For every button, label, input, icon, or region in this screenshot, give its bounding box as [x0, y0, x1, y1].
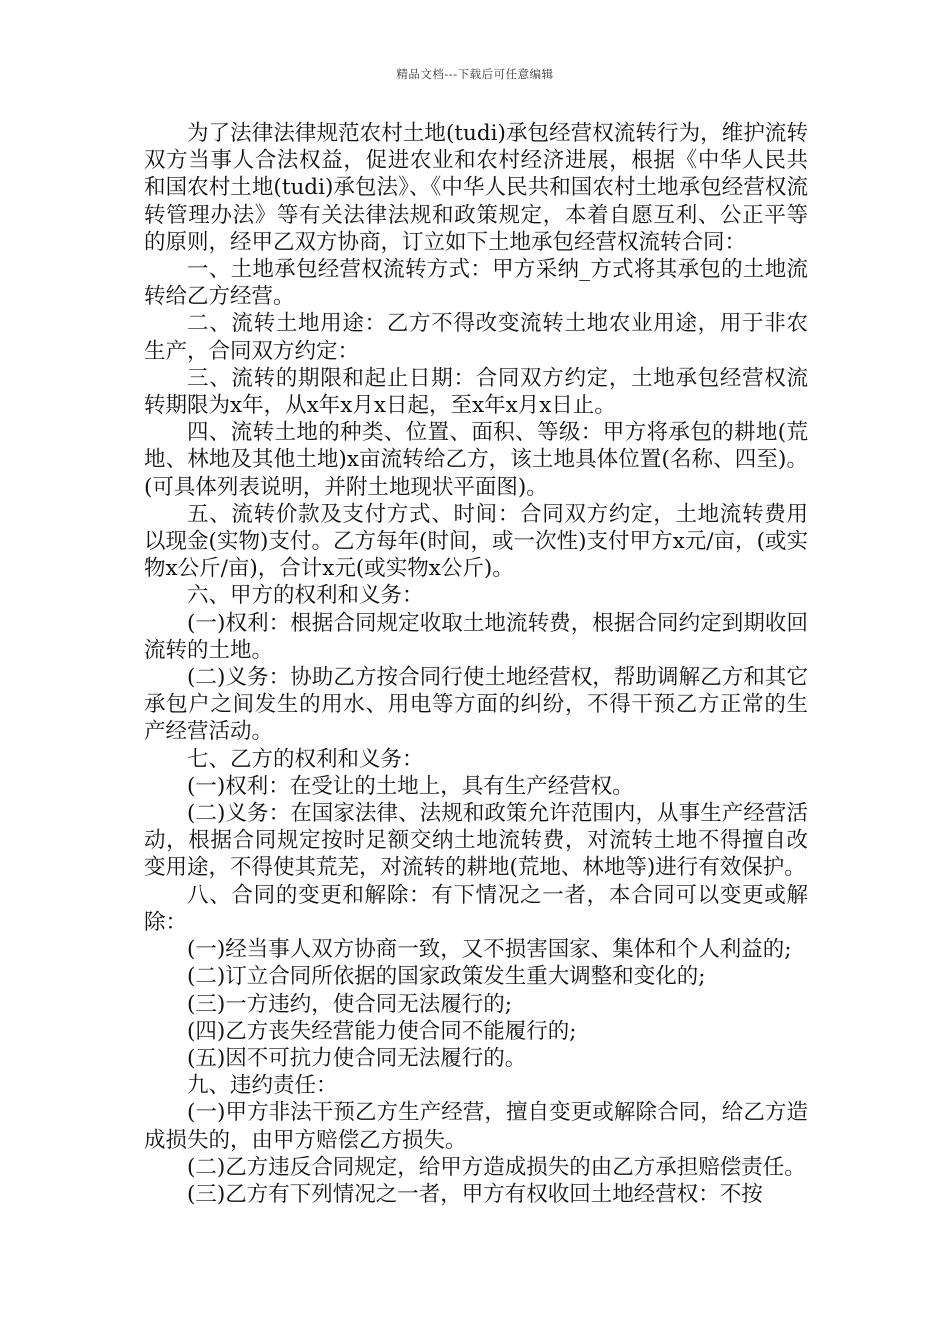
- paragraph-clause-7-1: (一)权利：在受让的土地上，具有生产经营权。: [187, 773, 634, 799]
- paragraph-clause-5: 五、流转价款及支付方式、时间：合同双方约定，土地流转费用以现金(实物)支付。乙方每年(时间，或一次性)支付甲方x元/亩，(或实物x公斤/亩)，合计x元(或实物x公斤)。: [144, 501, 808, 582]
- paragraph-clause-9-3: (三)乙方有下列情况之一者，甲方有权收回土地经营权：不按: [187, 1181, 763, 1207]
- paragraph-clause-3: 三、流转的期限和起止日期：合同双方约定，土地承包经营权流转期限为x年，从x年x月x日起，至x年x月x日止。: [144, 365, 808, 419]
- paragraph-clause-2: 二、流转土地用途：乙方不得改变流转土地农业用途，用于非农生产，合同双方约定：: [144, 311, 808, 364]
- paragraph-clause-9-1: (一)甲方非法干预乙方生产经营，擅自变更或解除合同，给乙方造成损失的，由甲方赔偿乙方损失。: [144, 1100, 808, 1153]
- document-body: [144, 120, 808, 1208]
- paragraph-preamble: 为了法律法律规范农村土地(tudi)承包经营权流转行为，维护流转双方当事人合法权益，促进农业和农村经济进展，根据《中华人民共和国农村土地(tudi)承包法》、《中华人民共和国农村土地承包经营权流转管理办法》等有关法律法规和政策规定，本着自愿互利、公正平等的原则，经甲乙双方协商，订立如下土地承包经营权流转合同：: [144, 121, 808, 255]
- paragraph-clause-8-4: (四)乙方丧失经营能力使合同不能履行的;: [187, 1018, 577, 1044]
- page-header: 精品文档---下载后可任意编辑: [396, 67, 554, 81]
- paragraph-clause-8-5: (五)因不可抗力使合同无法履行的。: [187, 1045, 527, 1071]
- paragraph-clause-1: 一、土地承包经营权流转方式：甲方采纳_方式将其承包的土地流转给乙方经营。: [144, 257, 808, 310]
- paragraph-clause-4: 四、流转土地的种类、位置、面积、等级：甲方将承包的耕地(荒地、林地及其他土地)x亩流转给乙方，该土地具体位置(名称、四至)。(可具体列表说明，并附土地现状平面图)。: [144, 420, 808, 500]
- paragraph-clause-6-1: (一)权利：根据合同规定收取土地流转费，根据合同约定到期收回流转的土地。: [144, 610, 808, 663]
- paragraph-clause-9: 九、违约责任：: [187, 1073, 338, 1099]
- paragraph-clause-7: 七、乙方的权利和义务：: [187, 746, 424, 772]
- paragraph-clause-7-2: (二)义务：在国家法律、法规和政策允许范围内，从事生产经营活动，根据合同规定按时足额交纳土地流转费，对流转土地不得擅自改变用途，不得使其荒芜，对流转的耕地(荒地、林地等)进行有效保护。: [144, 801, 808, 881]
- paragraph-clause-8-2: (二)订立合同所依据的国家政策发生重大调整和变化的;: [187, 964, 706, 990]
- paragraph-clause-8: 八、合同的变更和解除：有下情况之一者，本合同可以变更或解除：: [144, 882, 808, 935]
- paragraph-clause-8-3: (三)一方违约，使合同无法履行的;: [187, 991, 513, 1017]
- paragraph-clause-9-2: (二)乙方违反合同规定，给甲方造成损失的由乙方承担赔偿责任。: [187, 1154, 806, 1180]
- paragraph-clause-8-1: (一)经当事人双方协商一致，又不损害国家、集体和个人利益的;: [187, 937, 792, 963]
- paragraph-clause-6: 六、甲方的权利和义务：: [187, 583, 424, 609]
- paragraph-clause-6-2: (二)义务：协助乙方按合同行使土地经营权，帮助调解乙方和其它承包户之间发生的用水、用电等方面的纠纷，不得干预乙方正常的生产经营活动。: [144, 665, 808, 745]
